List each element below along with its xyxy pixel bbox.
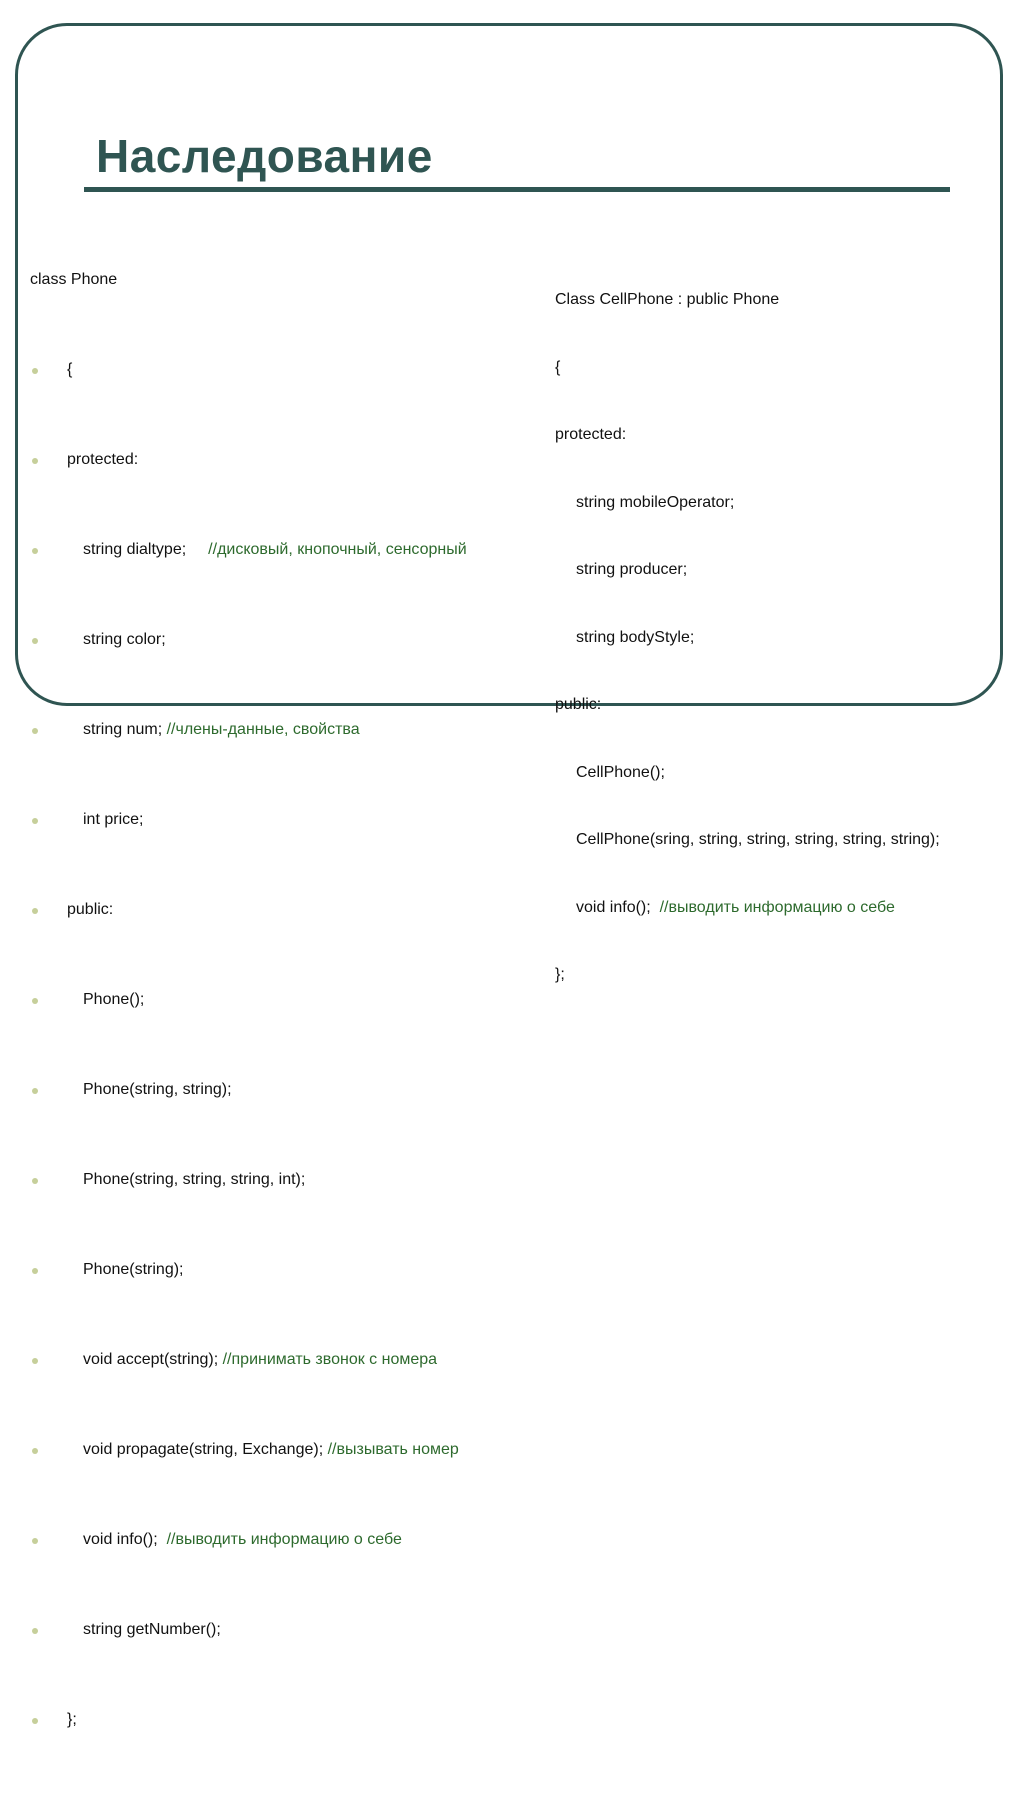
code-comment: //принимать звонок с номера <box>222 1351 438 1368</box>
code-line <box>555 829 940 852</box>
code-text: void info(); <box>576 898 660 916</box>
code-line <box>30 1439 459 1462</box>
code-text: { <box>67 361 73 378</box>
bullet-icon <box>32 1718 38 1724</box>
code-text: string num; <box>83 721 167 738</box>
bullet-icon <box>32 1448 38 1454</box>
code-comment: //вызывать номер <box>327 1441 459 1458</box>
code-text: string color; <box>83 631 166 648</box>
code-text: string bodyStyle; <box>576 628 695 646</box>
bullet-icon <box>32 908 38 914</box>
code-line <box>555 897 895 920</box>
bullet-icon <box>32 638 38 644</box>
bullet-icon <box>32 1178 38 1184</box>
code-text: protected: <box>67 451 139 468</box>
code-text: int price; <box>83 811 144 828</box>
code-text: void propagate(string, Exchange); <box>83 1441 328 1458</box>
code-line <box>30 1079 232 1102</box>
bullet-icon <box>32 458 38 464</box>
bullet-icon <box>32 1268 38 1274</box>
code-line <box>30 809 144 832</box>
code-line <box>555 762 665 785</box>
bullet-icon <box>32 1538 38 1544</box>
code-text: Class CellPhone : public Phone <box>555 291 780 308</box>
code-comment: //выводить информацию о себе <box>166 1531 402 1548</box>
code-text: class Phone <box>30 271 118 288</box>
bullet-icon <box>32 1358 38 1364</box>
code-line <box>30 359 73 382</box>
code-comment: //выводить информацию о себе <box>659 898 895 916</box>
code-line <box>555 627 695 650</box>
phone-class-code <box>30 224 467 1754</box>
code-line <box>555 357 573 380</box>
code-line <box>30 1619 221 1642</box>
code-line <box>30 719 360 742</box>
code-text: Phone(string, string); <box>83 1081 232 1098</box>
bullet-icon <box>32 998 38 1004</box>
code-line <box>555 492 735 515</box>
code-line <box>30 1259 184 1282</box>
code-line <box>30 629 166 652</box>
code-line <box>30 1709 77 1732</box>
code-text: string producer; <box>576 561 688 578</box>
bullet-icon <box>32 728 38 734</box>
bullet-icon <box>32 1628 38 1634</box>
code-text: Phone(string); <box>83 1261 184 1278</box>
code-line-header <box>30 269 118 292</box>
code-line <box>555 694 602 717</box>
code-line <box>30 1349 438 1372</box>
bullet-icon <box>32 548 38 554</box>
code-text: CellPhone(); <box>576 763 665 781</box>
code-text: string dialtype; <box>83 541 187 558</box>
code-text: public: <box>555 696 602 713</box>
code-text: string mobileOperator; <box>576 493 735 511</box>
code-text: public: <box>67 901 114 918</box>
slide-title: Наследование <box>96 130 433 182</box>
code-text: }; <box>555 966 565 983</box>
code-text: { <box>555 358 561 376</box>
bullet-icon <box>32 1088 38 1094</box>
code-line <box>555 289 780 312</box>
code-line <box>555 964 573 987</box>
code-line <box>30 989 145 1012</box>
cellphone-class-code <box>555 244 940 1009</box>
code-text: Phone(string, string, string, int); <box>83 1171 306 1188</box>
bullet-icon <box>32 368 38 374</box>
title-underline <box>84 187 950 192</box>
code-text: void accept(string); <box>83 1351 223 1368</box>
code-line <box>555 424 627 447</box>
code-text: CellPhone(sring, string, string, string, string, string); <box>576 831 940 848</box>
code-comment: //дисковый, кнопочный, сенсорный <box>208 541 467 558</box>
code-line <box>30 1169 306 1192</box>
code-comment: //члены-данные, свойства <box>166 721 360 738</box>
code-line <box>555 559 688 582</box>
code-text: protected: <box>555 426 627 443</box>
code-line <box>30 449 139 472</box>
code-text: Phone(); <box>83 991 145 1008</box>
slide-frame <box>15 23 1003 706</box>
code-text: void info(); <box>83 1531 167 1548</box>
bullet-icon <box>32 818 38 824</box>
code-line <box>30 1529 402 1552</box>
code-text: }; <box>67 1711 77 1728</box>
code-text: string getNumber(); <box>83 1621 221 1638</box>
code-line <box>30 539 467 562</box>
code-line <box>30 899 114 922</box>
